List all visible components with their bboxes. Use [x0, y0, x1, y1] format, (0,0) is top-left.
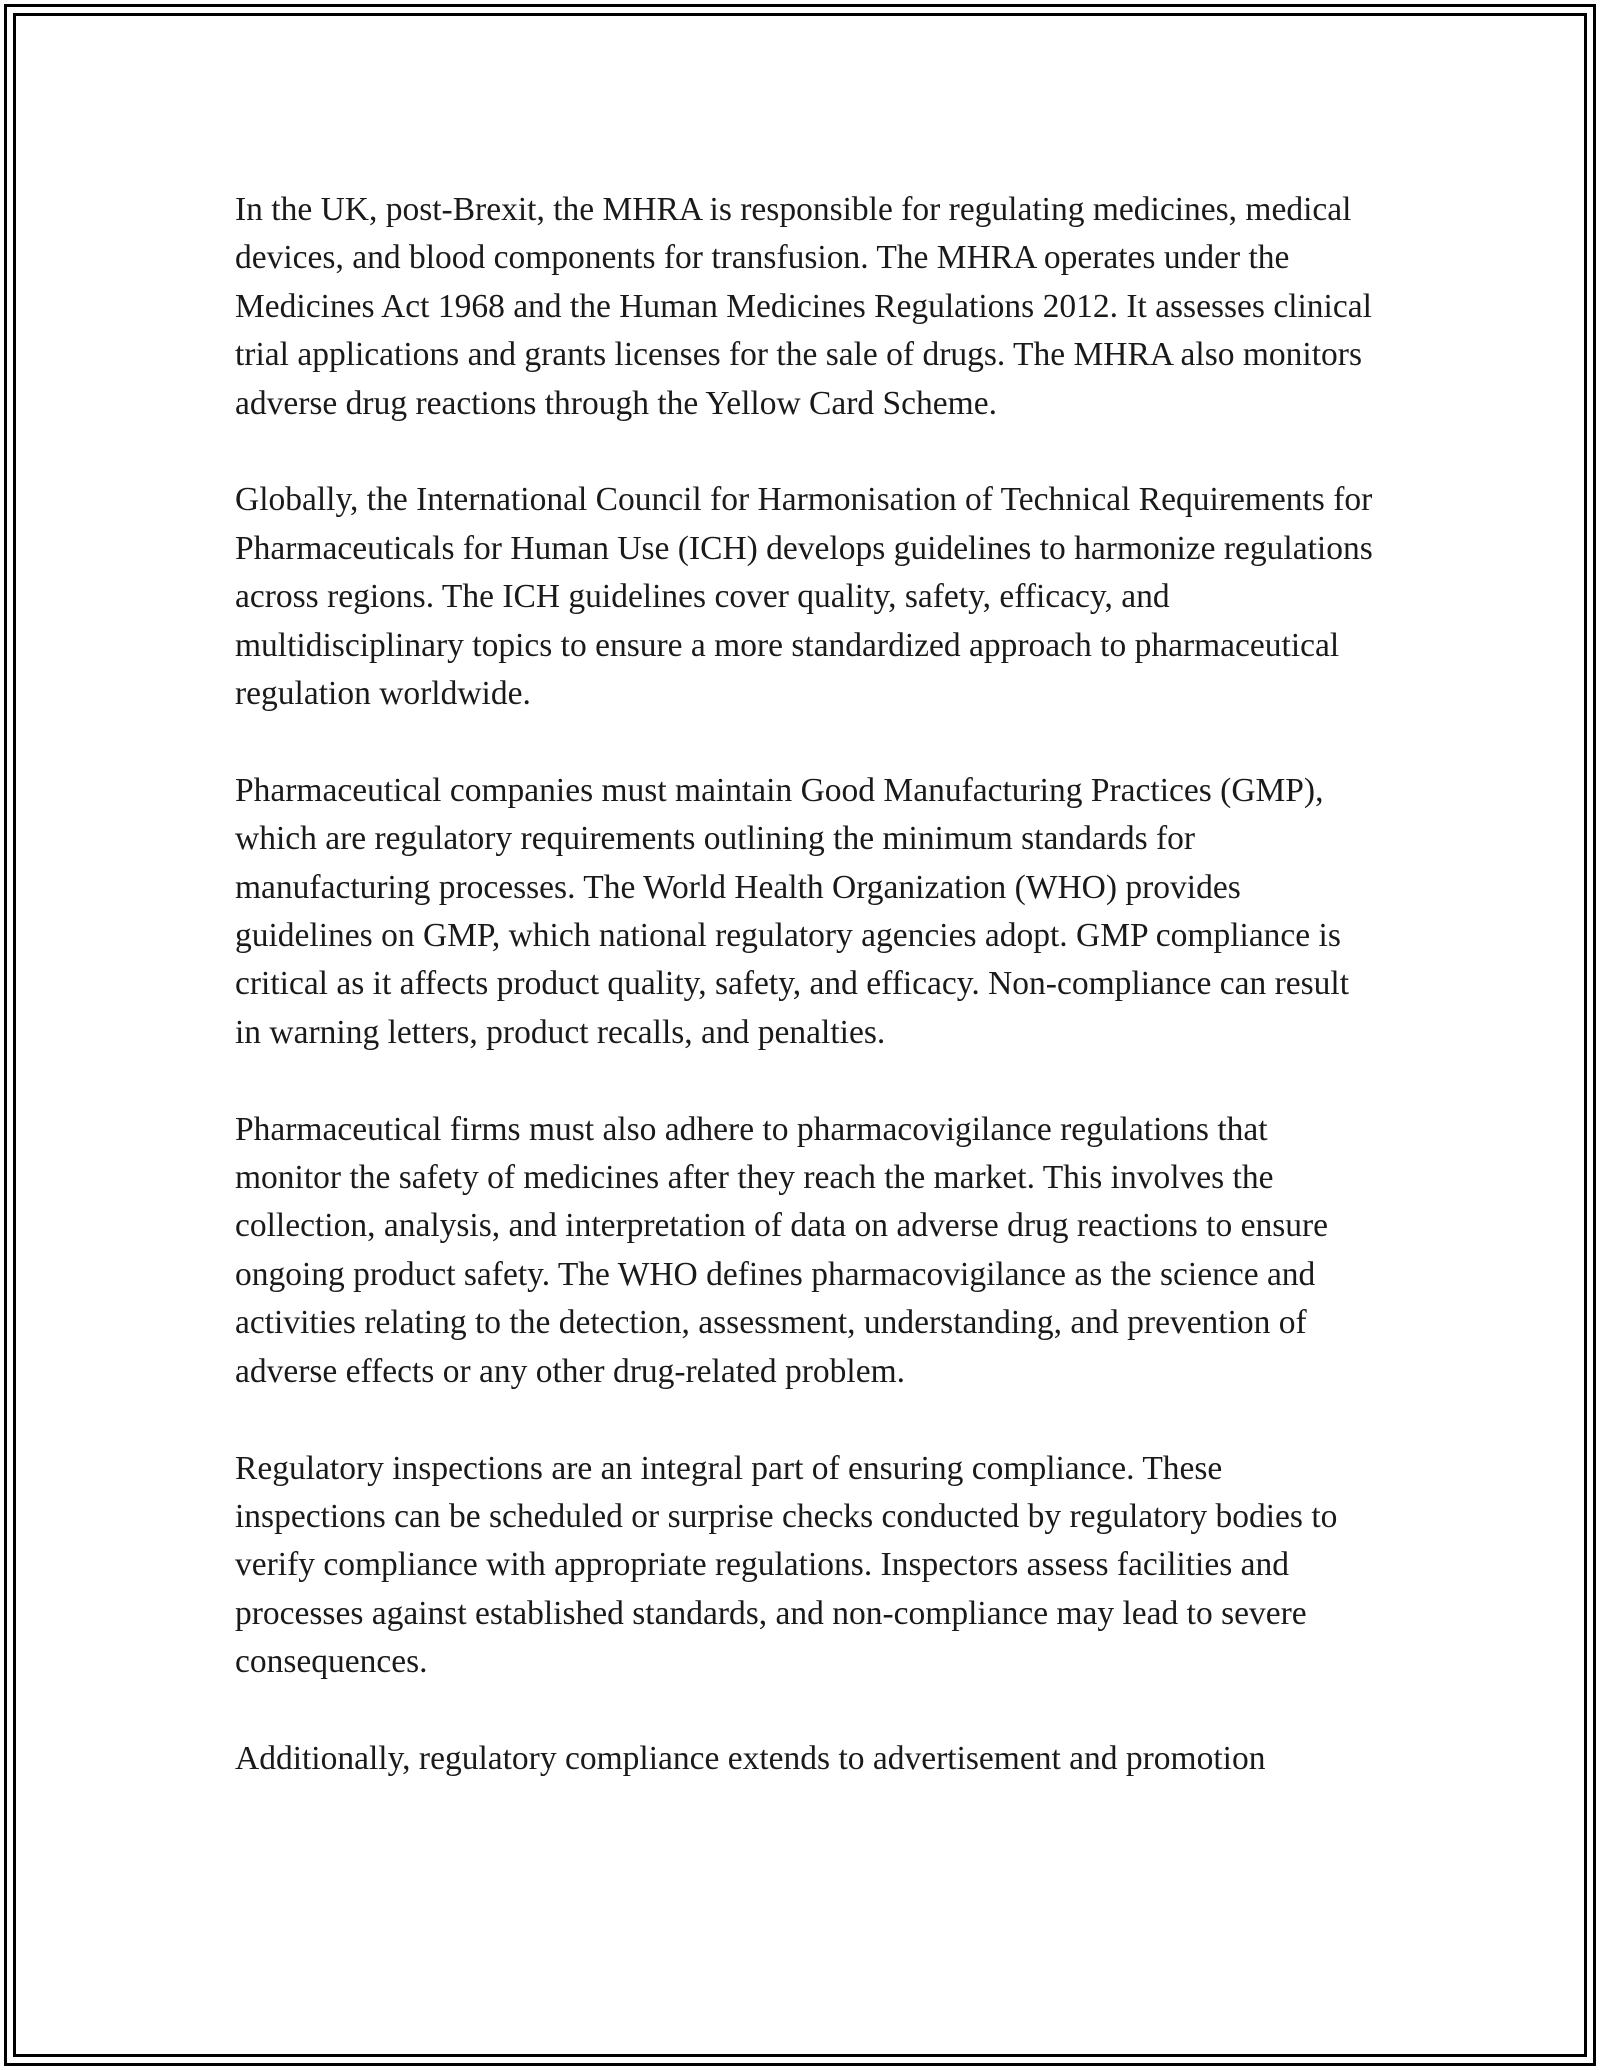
- paragraph-pharmacovigilance: Pharmaceutical firms must also adhere to pharmacovigilance regulations that monitor the safety of medicines after they reach the market. This involves the collection, analysis, and interpretation of data on adverse drug reactions to ensure ongoing product safety. The WHO defines pharmacovigilance as the science and activities relating to the detection, assessment, understanding, and prevention of adverse effects or any other drug-related problem.: [235, 1110, 1329, 1390]
- paragraph-advertisement: Additionally, regulatory compliance extends to advertisement and promotion: [235, 1739, 1266, 1777]
- paragraph-gmp: Pharmaceutical companies must maintain Good Manufacturing Practices (GMP), which are regulatory requirements outlining the minimum standards for manufacturing processes. The World Health Organization (WHO) provides guidelines on GMP, which national regulatory agencies adopt. GMP compliance is critical as it affects product quality, safety, and efficacy. Non-compliance can result in warning letters, product recalls, and penalties.: [235, 771, 1350, 1051]
- paragraph-inspections: Regulatory inspections are an integral part of ensuring compliance. These inspections can be scheduled or surprise checks conducted by regulatory bodies to verify compliance with appropriate regulations. Inspectors assess facilities and processes against established standards, and non-compliance may lead to severe consequences.: [235, 1449, 1338, 1681]
- document-body: [235, 186, 1375, 1783]
- paragraph-ich: Globally, the International Council for Harmonisation of Technical Requirements for Pharmaceuticals for Human Use (ICH) develops guidelines to harmonize regulations across regions. The ICH guidelines cover quality, safety, efficacy, and multidisciplinary topics to ensure a more standardized approach to pharmaceutical regulation worldwide.: [235, 481, 1373, 713]
- paragraph-mhra: In the UK, post-Brexit, the MHRA is responsible for regulating medicines, medical devices, and blood components for transfusion. The MHRA operates under the Medicines Act 1968 and the Human Medicines Regulations 2012. It assesses clinical trial applications and grants licenses for the sale of drugs. The MHRA also monitors adverse drug reactions through the Yellow Card Scheme.: [235, 191, 1372, 422]
